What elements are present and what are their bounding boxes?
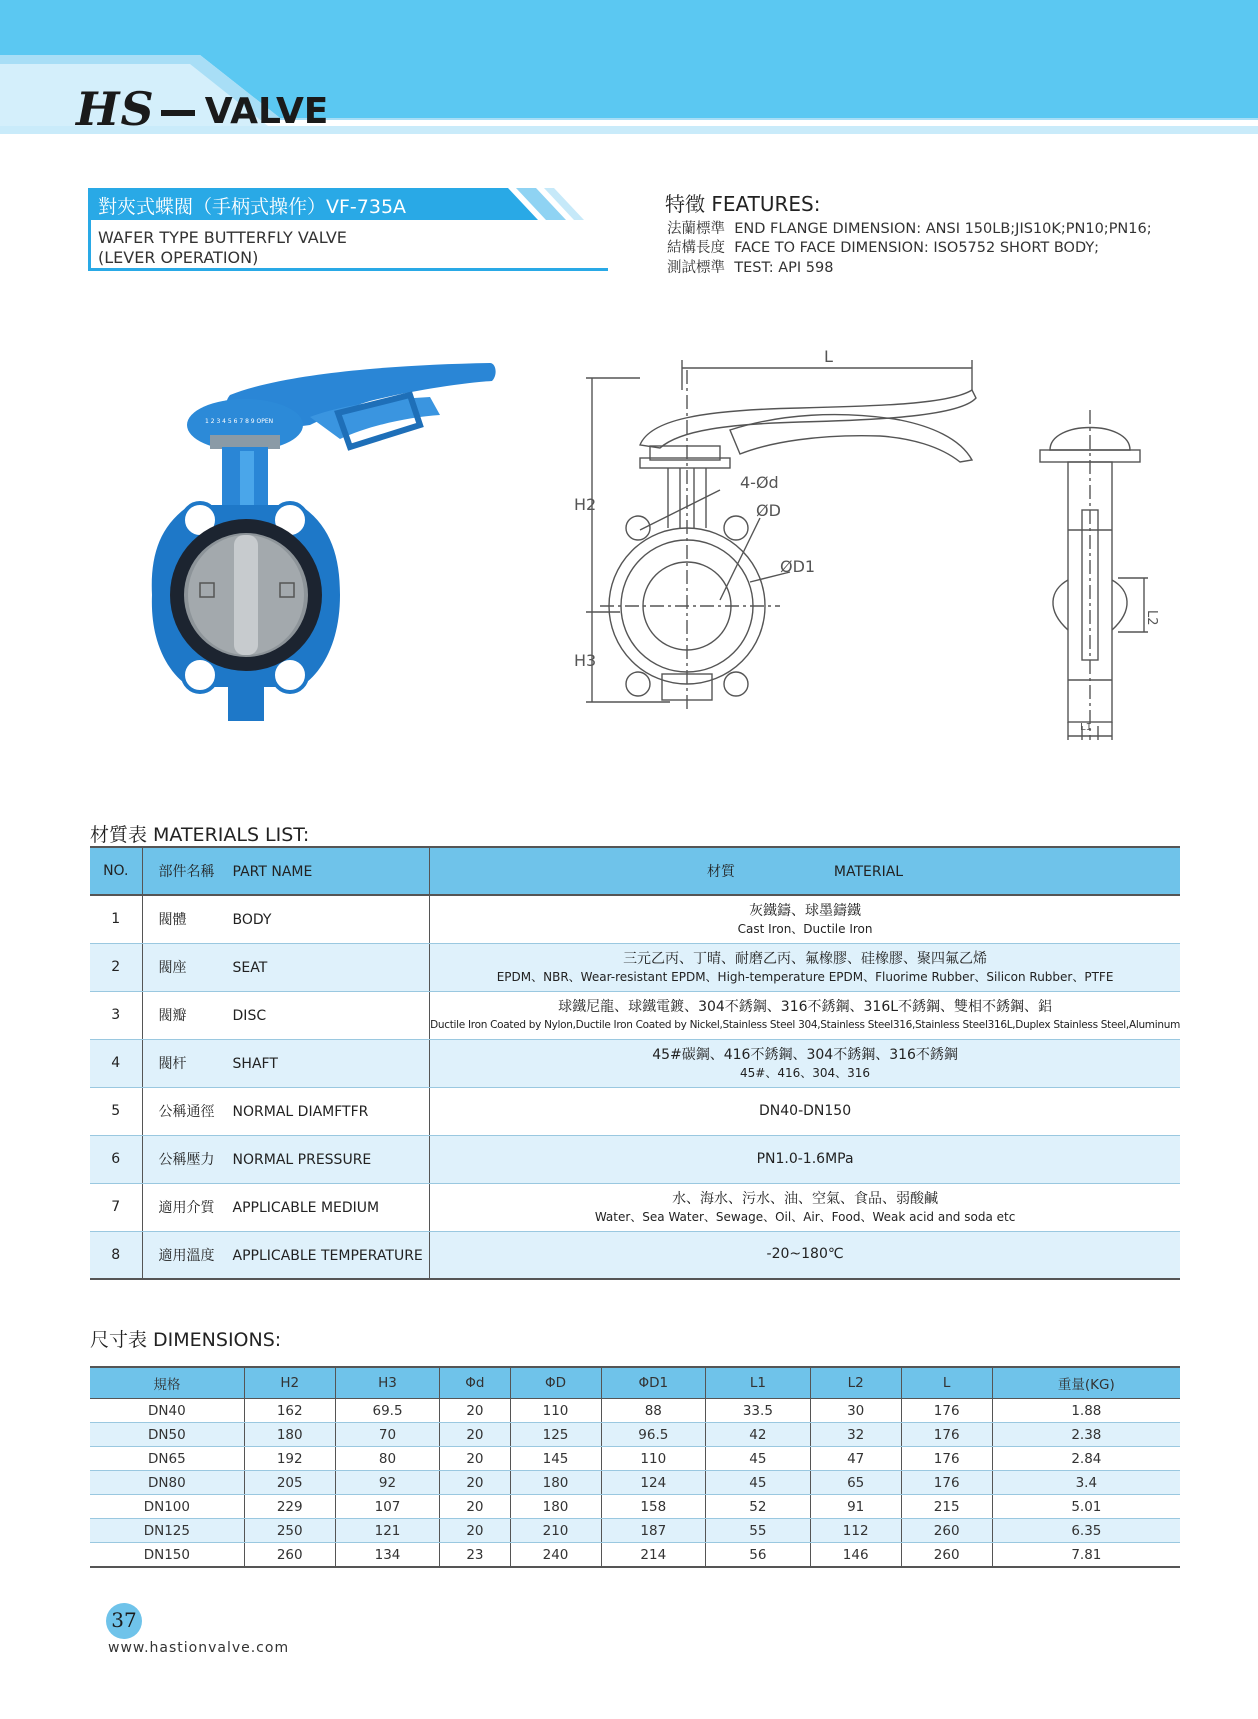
table-row — [90, 1543, 1180, 1568]
feature-value: TEST: API 598 — [734, 260, 834, 276]
valve-photo — [160, 355, 520, 735]
brand-logo — [76, 76, 328, 136]
dim-cell: 92 — [335, 1471, 440, 1495]
table-header-row — [90, 847, 1180, 895]
dim-cell: 88 — [601, 1399, 706, 1423]
part-en: APPLICABLE TEMPERATURE — [232, 1247, 423, 1264]
material-en: 45#、416、304、316 — [740, 1065, 871, 1080]
dim-cell: 180 — [510, 1471, 601, 1495]
dim-cell: 107 — [335, 1495, 440, 1519]
table-row — [90, 1183, 1180, 1231]
dim-cell: 176 — [901, 1447, 992, 1471]
material-cn: 灰鐵鑄、球墨鑄鐵 — [749, 902, 862, 919]
product-title-en-line1: WAFER TYPE BUTTERFLY VALVE — [98, 228, 347, 247]
dim-header: L2 — [810, 1367, 901, 1399]
drawing-label-L: L — [824, 347, 833, 366]
material-cn: PN1.0-1.6MPa — [756, 1150, 854, 1167]
part-cn: 閥體 — [158, 912, 187, 929]
dim-header: H2 — [244, 1367, 335, 1399]
table-row — [90, 991, 1180, 1039]
dim-cell: 214 — [601, 1543, 706, 1568]
table-row — [90, 1519, 1180, 1543]
feature-row — [667, 217, 1152, 238]
dim-cell: 70 — [335, 1423, 440, 1447]
dimensions-table — [90, 1366, 1180, 1568]
front-view-drawing — [574, 347, 1000, 740]
drawing-label-L2: L2 — [1144, 610, 1159, 626]
dim-cell: 96.5 — [601, 1423, 706, 1447]
part-en: NORMAL PRESSURE — [232, 1152, 372, 1168]
row-part — [142, 1039, 430, 1087]
drawing-label-4d: 4-Ød — [740, 473, 779, 492]
dim-header: L — [901, 1367, 992, 1399]
feature-value: FACE TO FACE DIMENSION: ISO5752 SHORT BODY; — [734, 240, 1100, 256]
dimensions-body — [90, 1399, 1180, 1568]
dim-cell: 176 — [901, 1399, 992, 1423]
drawing-label-H3: H3 — [574, 651, 597, 670]
table-row — [90, 1231, 1180, 1279]
drawing-label-D1: ØD1 — [780, 557, 816, 576]
table-row — [90, 1447, 1180, 1471]
part-cn: 適用溫度 — [158, 1247, 215, 1264]
part-cn: 閥杆 — [158, 1056, 187, 1072]
table-row — [90, 1135, 1180, 1183]
dim-cell: 65 — [810, 1471, 901, 1495]
part-cn: 適用介質 — [158, 1200, 215, 1216]
dim-header: ΦD1 — [601, 1367, 706, 1399]
dim-cell: 3.4 — [992, 1471, 1180, 1495]
dim-cell: 229 — [244, 1495, 335, 1519]
header-material — [430, 847, 1180, 895]
part-cn: 公稱壓力 — [158, 1152, 215, 1168]
row-material — [430, 1039, 1180, 1087]
dim-cell: 45 — [706, 1447, 811, 1471]
dim-cell: 145 — [510, 1447, 601, 1471]
row-part — [142, 1231, 430, 1279]
table-row — [90, 1471, 1180, 1495]
header-part-cn: 部件名稱 — [158, 864, 215, 880]
dim-cell: 91 — [810, 1495, 901, 1519]
side-view-drawing — [1030, 410, 1170, 740]
dim-cell: 5.01 — [992, 1495, 1180, 1519]
row-material — [430, 991, 1180, 1039]
row-material — [430, 895, 1180, 943]
part-cn: 閥瓣 — [158, 1008, 187, 1024]
table-row — [90, 1495, 1180, 1519]
row-no: 3 — [90, 991, 142, 1039]
page-number: 37 — [111, 1608, 137, 1632]
part-en: SHAFT — [232, 1056, 278, 1072]
part-cn: 公稱通徑 — [158, 1104, 215, 1120]
dim-cell: DN50 — [90, 1423, 244, 1447]
material-cn: DN40-DN150 — [759, 1102, 852, 1119]
title-left-rule — [88, 188, 91, 271]
material-cn: 水、海水、污水、油、空氣、食品、弱酸鹹 — [672, 1190, 939, 1207]
dim-cell: 33.5 — [706, 1399, 811, 1423]
table-row — [90, 943, 1180, 991]
dim-cell: 205 — [244, 1471, 335, 1495]
material-cn: 球鐵尼龍、球鐵電鍍、304不銹鋼、316不銹鋼、316L不銹鋼、雙相不銹鋼、鋁 — [558, 998, 1053, 1015]
row-no: 7 — [90, 1183, 142, 1231]
dim-cell: 20 — [440, 1471, 510, 1495]
product-title-cn: 對夾式蝶閥（手柄式操作）VF-735A — [98, 196, 407, 218]
dim-cell: 180 — [244, 1423, 335, 1447]
material-en: Cast Iron、Ductile Iron — [737, 921, 873, 936]
feature-value: END FLANGE DIMENSION: ANSI 150LB;JIS10K;PN10;PN16; — [734, 221, 1152, 237]
dim-cell: 20 — [440, 1495, 510, 1519]
dim-header: 重量(KG) — [992, 1367, 1180, 1399]
dim-cell: 45 — [706, 1471, 811, 1495]
dim-cell: 158 — [601, 1495, 706, 1519]
dim-cell: 55 — [706, 1519, 811, 1543]
row-material — [430, 1087, 1180, 1135]
dim-cell: 1.88 — [992, 1399, 1180, 1423]
feature-row — [667, 236, 1099, 257]
dim-cell: 7.81 — [992, 1543, 1180, 1568]
part-en: NORMAL DIAMFTFR — [232, 1104, 369, 1120]
dim-cell: 6.35 — [992, 1519, 1180, 1543]
material-cn: 三元乙丙、丁晴、耐磨乙丙、氟橡膠、硅橡膠、聚四氟乙烯 — [623, 950, 988, 967]
drawing-label-L1: L1 — [1080, 722, 1092, 733]
row-part — [142, 1087, 430, 1135]
dim-cell: 215 — [901, 1495, 992, 1519]
drawing-label-H2: H2 — [574, 495, 597, 514]
header-part-en: PART NAME — [232, 864, 313, 880]
table-row — [90, 1423, 1180, 1447]
row-part — [142, 991, 430, 1039]
dim-cell: 180 — [510, 1495, 601, 1519]
row-no: 6 — [90, 1135, 142, 1183]
row-no: 2 — [90, 943, 142, 991]
dim-cell: 176 — [901, 1423, 992, 1447]
row-no: 1 — [90, 895, 142, 943]
dim-cell: 20 — [440, 1447, 510, 1471]
table-row — [90, 1087, 1180, 1135]
row-no: 4 — [90, 1039, 142, 1087]
dim-cell: 134 — [335, 1543, 440, 1568]
dim-cell: DN100 — [90, 1495, 244, 1519]
dim-cell: DN125 — [90, 1519, 244, 1543]
feature-row — [667, 256, 833, 277]
dim-cell: 69.5 — [335, 1399, 440, 1423]
table-header-row — [90, 1367, 1180, 1399]
part-en: SEAT — [232, 960, 268, 976]
dim-cell: 80 — [335, 1447, 440, 1471]
row-part — [142, 895, 430, 943]
dim-cell: 121 — [335, 1519, 440, 1543]
row-part — [142, 1183, 430, 1231]
dim-cell: 210 — [510, 1519, 601, 1543]
header-material-en: MATERIAL — [833, 864, 904, 880]
dim-cell: DN40 — [90, 1399, 244, 1423]
part-en: DISC — [232, 1008, 267, 1024]
table-row — [90, 1399, 1180, 1423]
dim-cell: 192 — [244, 1447, 335, 1471]
dim-cell: 187 — [601, 1519, 706, 1543]
row-part — [142, 1135, 430, 1183]
dim-cell: 52 — [706, 1495, 811, 1519]
dim-cell: 250 — [244, 1519, 335, 1543]
materials-title: 材質表 MATERIALS LIST: — [90, 824, 310, 846]
table-row — [90, 1039, 1180, 1087]
row-part — [142, 943, 430, 991]
part-en: APPLICABLE MEDIUM — [232, 1200, 380, 1216]
part-cn: 閥座 — [158, 960, 187, 976]
dim-cell: 162 — [244, 1399, 335, 1423]
dim-cell: 240 — [510, 1543, 601, 1568]
title-underline — [88, 268, 608, 271]
material-en: Water、Sea Water、Sewage、Oil、Air、Food、Weak acid and soda etc — [594, 1209, 1016, 1224]
dim-cell: 2.84 — [992, 1447, 1180, 1471]
header-no: NO. — [90, 847, 142, 895]
dim-cell: 20 — [440, 1399, 510, 1423]
dim-cell: DN65 — [90, 1447, 244, 1471]
dim-header: ΦD — [510, 1367, 601, 1399]
dim-cell: 42 — [706, 1423, 811, 1447]
header-part — [142, 847, 430, 895]
dim-header: H3 — [335, 1367, 440, 1399]
dim-cell: 20 — [440, 1423, 510, 1447]
dim-cell: 176 — [901, 1471, 992, 1495]
dim-cell: 2.38 — [992, 1423, 1180, 1447]
feature-label: 測試標準 — [667, 260, 725, 276]
dim-cell: 124 — [601, 1471, 706, 1495]
dim-cell: 112 — [810, 1519, 901, 1543]
dim-cell: 260 — [901, 1543, 992, 1568]
dim-cell: 23 — [440, 1543, 510, 1568]
material-cn: -20~180℃ — [766, 1246, 844, 1263]
feature-label: 法蘭標準 — [667, 221, 725, 237]
dim-cell: DN80 — [90, 1471, 244, 1495]
drawing-label-D: ØD — [756, 501, 781, 520]
row-material — [430, 1135, 1180, 1183]
dim-cell: 260 — [901, 1519, 992, 1543]
feature-label: 結構長度 — [667, 240, 725, 256]
photo-open-text: 1 2 3 4 5 6 7 8 9 OPEN — [205, 418, 274, 425]
dim-cell: 146 — [810, 1543, 901, 1568]
row-material — [430, 1183, 1180, 1231]
row-no: 5 — [90, 1087, 142, 1135]
header-material-cn: 材質 — [707, 864, 735, 880]
materials-table — [90, 846, 1180, 1280]
material-en: Ductile Iron Coated by Nylon,Ductile Iron Coated by Nickel,Stainless Steel 304,Stainless Steel316,Stainless Steel316L,Duplex Stainless Steel,Aluminum — [430, 1018, 1180, 1031]
dim-cell: 110 — [510, 1399, 601, 1423]
dim-header: L1 — [706, 1367, 811, 1399]
website-url: www.hastionvalve.com — [108, 1640, 290, 1656]
features-title: 特徵 FEATURES: — [665, 192, 821, 216]
table-row — [90, 895, 1180, 943]
dim-cell: 56 — [706, 1543, 811, 1568]
dim-cell: 110 — [601, 1447, 706, 1471]
dim-cell: DN150 — [90, 1543, 244, 1568]
material-cn: 45#碳鋼、416不銹鋼、304不銹鋼、316不銹鋼 — [652, 1046, 958, 1063]
dim-cell: 20 — [440, 1519, 510, 1543]
dimensions-title: 尺寸表 DIMENSIONS: — [90, 1329, 282, 1351]
dim-header: 規格 — [90, 1367, 244, 1399]
dim-cell: 30 — [810, 1399, 901, 1423]
brand-hs: HS — [76, 82, 155, 136]
row-material — [430, 943, 1180, 991]
dim-cell: 125 — [510, 1423, 601, 1447]
brand-dash — [161, 110, 195, 116]
row-no: 8 — [90, 1231, 142, 1279]
dim-cell: 47 — [810, 1447, 901, 1471]
row-material — [430, 1231, 1180, 1279]
product-title-en-line2: (LEVER OPERATION) — [98, 248, 259, 267]
material-en: EPDM、NBR、Wear-resistant EPDM、High-temperature EPDM、Fluorime Rubber、Silicon Rubber、PTFE — [496, 969, 1114, 984]
dim-cell: 260 — [244, 1543, 335, 1568]
part-en: BODY — [232, 912, 272, 929]
dim-header: Φd — [440, 1367, 510, 1399]
dim-cell: 32 — [810, 1423, 901, 1447]
brand-valve: VALVE — [204, 91, 329, 132]
